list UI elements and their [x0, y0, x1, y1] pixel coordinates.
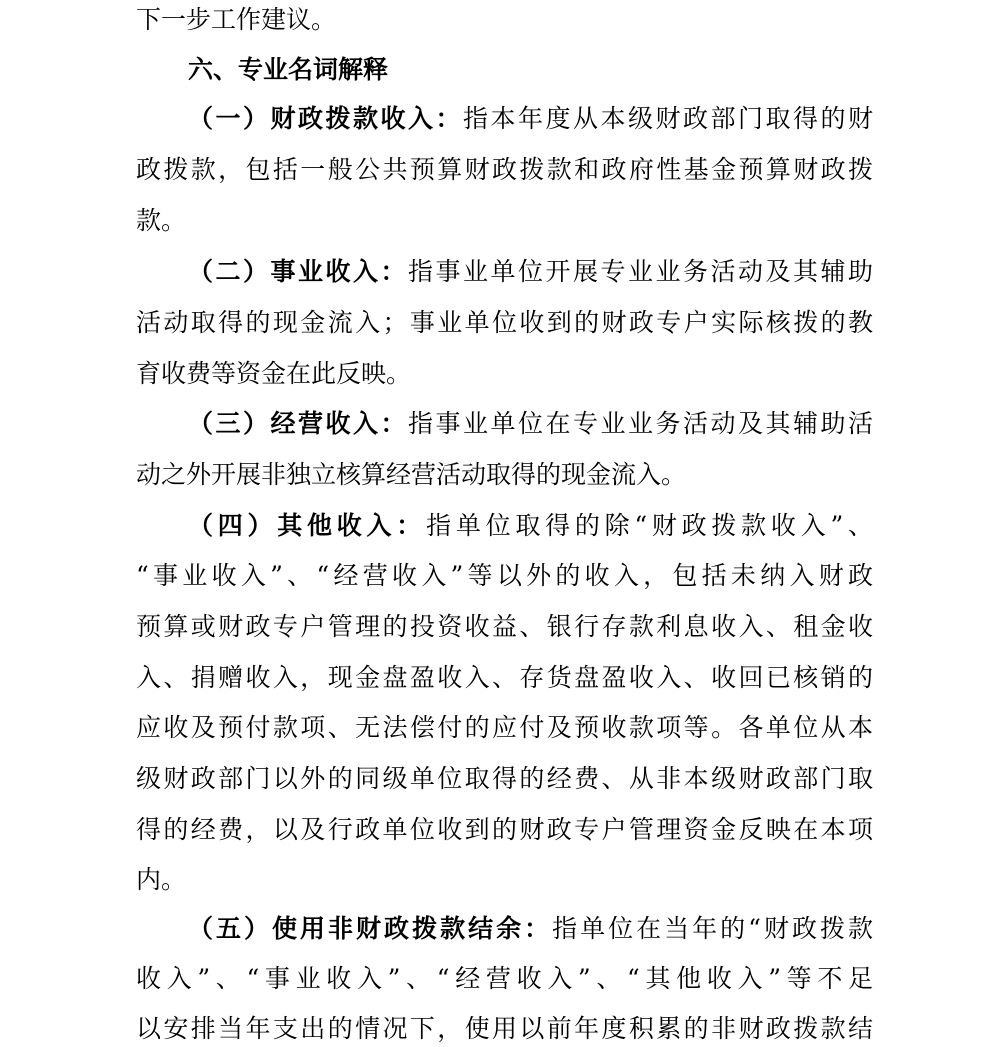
term-label: （二）事业收入：	[188, 257, 408, 286]
paragraph-4-line-3: 预算或财政专户管理的投资收益、银行存款利息收入、租金收	[136, 612, 873, 641]
paragraph-4-line-5: 应收及预付款项、无法偿付的应付及预收款项等。各单位从本	[136, 713, 873, 742]
paragraph-5-line-3: 以安排当年支出的情况下，使用以前年度积累的非财政拨款结	[136, 1014, 873, 1043]
paragraph-4-line-7: 得的经费，以及行政单位收到的财政专户管理资金反映在本项	[136, 815, 873, 844]
definition-text: 指事业单位在专业业务活动及其辅助活	[408, 409, 873, 438]
paragraph-2-line-3: 育收费等资金在此反映。	[136, 359, 412, 388]
paragraph-1-line-1	[188, 101, 873, 137]
paragraph-4-line-4: 入、捐赠收入，现金盘盈收入、存货盘盈收入、收回已核销的	[136, 663, 873, 692]
continuation-line: 下一步工作建议。	[136, 5, 337, 34]
paragraph-5-line-2: 收入”、“事业收入”、“经营收入”、“其他收入”等不足	[136, 964, 873, 993]
paragraph-4-line-6: 级财政部门以外的同级单位取得的经费、从非本级财政部门取	[136, 764, 873, 793]
paragraph-4-line-1	[188, 508, 873, 544]
paragraph-3-line-2: 动之外开展非独立核算经营活动取得的现金流入。	[136, 460, 687, 489]
definition-text: 指本年度从本级财政部门取得的财	[463, 104, 873, 133]
section-heading: 六、专业名词解释	[188, 55, 389, 84]
paragraph-2-line-2: 活动取得的现金流入；事业单位收到的财政专户实际核拨的教	[136, 308, 873, 337]
definition-text: 指单位取得的除“财政拨款收入”、	[426, 511, 873, 540]
term-label: （一）财政拨款收入：	[188, 104, 463, 133]
paragraph-1-line-2: 政拨款，包括一般公共预算财政拨款和政府性基金预算财政拨	[136, 155, 873, 184]
term-label: （三）经营收入：	[188, 409, 408, 438]
definition-text: 指单位在当年的“财政拨款	[552, 914, 873, 943]
term-label: （五）使用非财政拨款结余：	[188, 914, 553, 943]
paragraph-3-line-1	[188, 406, 873, 442]
paragraph-5-line-1	[188, 911, 873, 947]
paragraph-1-line-3: 款。	[136, 206, 187, 235]
paragraph-2-line-1	[188, 254, 873, 290]
definition-text: 指事业单位开展专业业务活动及其辅助	[408, 257, 873, 286]
paragraph-4-line-8: 内。	[136, 865, 187, 894]
paragraph-4-line-2: “事业收入”、“经营收入”等以外的收入，包括未纳入财政	[136, 561, 873, 590]
term-label: （四）其他收入：	[188, 511, 427, 540]
